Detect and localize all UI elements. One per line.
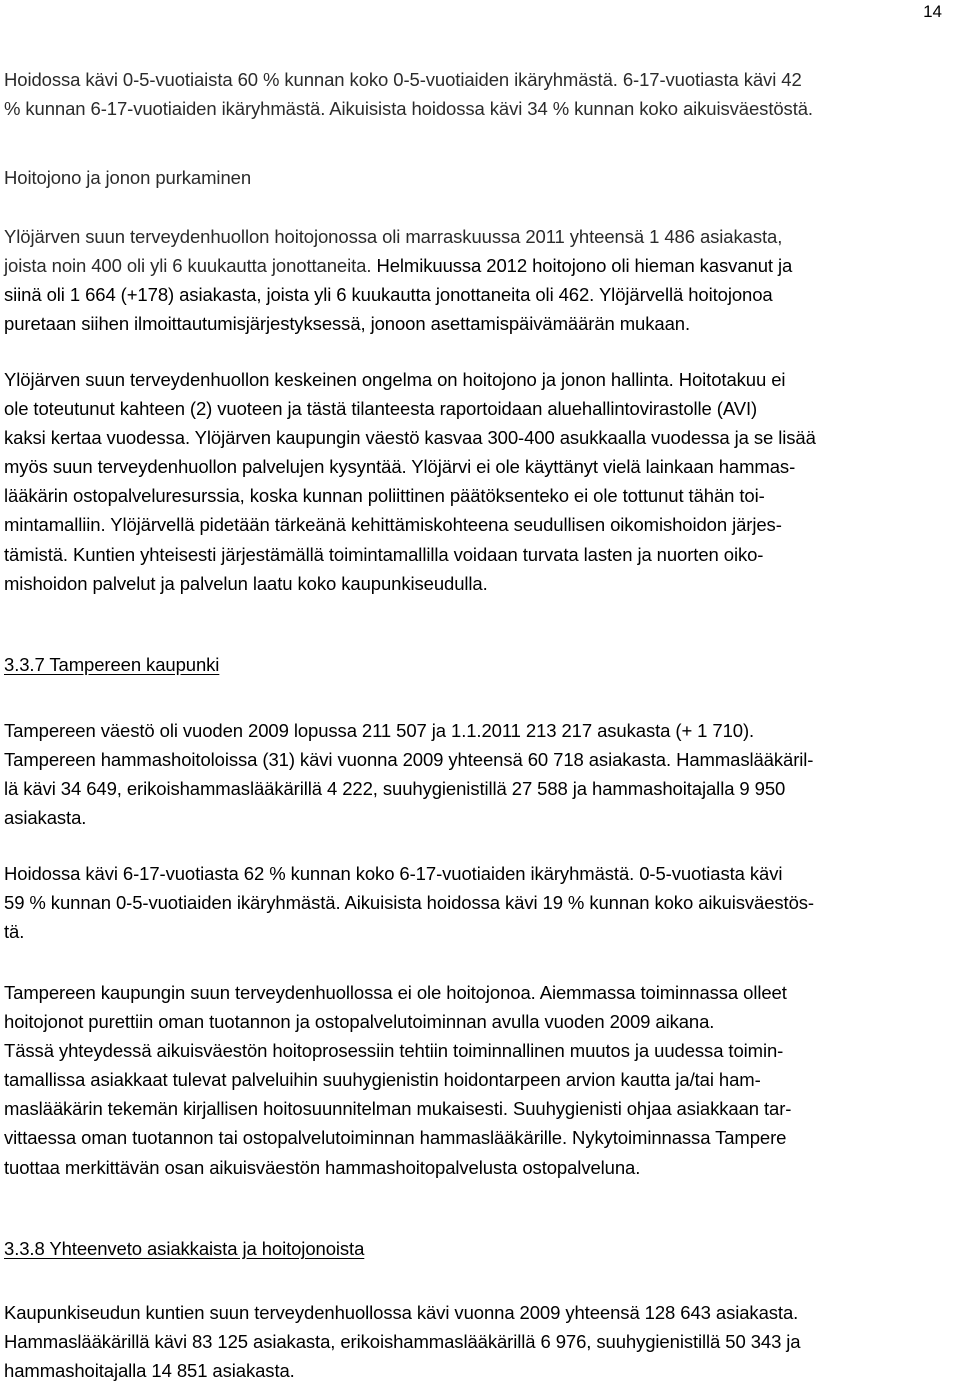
text-line: Ylöjärven suun terveydenhuollon hoitojonossa oli marraskuussa 2011 yhteensä 1 486 asiakasta, [4,226,783,247]
text-line: tä. [4,921,25,943]
text-line: siinä oli 1 664 (+178) asiakasta, joista yli 6 kuukautta jonottaneita oli 462. Ylöjärvellä hoitojonoa [4,284,773,305]
text-line: puretaan siihen ilmoittautumisjärjestyksessä, jonoon asettamispäivämäärän mukaan. [4,313,691,334]
tampere-population-paragraph [4,716,954,832]
text-line: tuottaa merkittävän osan aikuisväestön hammashoitopalvelusta ostopalveluna. [4,1156,641,1178]
summary-section-heading: 3.3.8 Yhteenveto asiakkaista ja hoitojonoista [4,1238,365,1259]
text-line: 59 % kunnan 0-5-vuotiaiden ikäryhmästä. Aikuisista hoidossa kävi 19 % kunnan koko aikuisväestös- [4,892,814,914]
tampere-section-heading: 3.3.7 Tampereen kaupunki [4,654,220,675]
text-line: tamallissa asiakkaat tulevat palveluihin suuhygienistin hoidontarpeen arvion kautta ja/tai ham- [4,1069,761,1091]
tampere-queue-paragraph [4,978,954,1182]
queue-paragraph [4,222,954,338]
queue-heading: Hoitojono ja jonon purkaminen [4,167,252,188]
text-line: myös suun terveydenhuollon palvelujen kysyntää. Ylöjärvi ei ole käyttänyt vielä lainkaan hammas- [4,456,796,478]
text-line: Tampereen hammashoitoloissa (31) kävi vuonna 2009 yhteensä 60 718 asiakasta. Hammaslääkäril- [4,749,814,771]
text-line: maslääkärin tekemän kirjallisen hoitosuunnitelman mukaisesti. Suuhygienisti ohjaa asiakkaan tar- [4,1098,792,1120]
text-line: Hammaslääkärillä kävi 83 125 asiakasta, erikoishammaslääkärillä 6 976, suuhygienistillä 50 343 ja [4,1331,801,1353]
text-line: ole toteutunut kahteen (2) vuoteen ja tästä tilanteesta raportoidaan aluehallintovirastolle (AVI) [4,398,758,420]
text-line: tämistä. Kuntien yhteisesti järjestämällä toimintamallilla voidaan turvata lasten ja nuorten oiko- [4,543,764,565]
text-line: joista noin 400 oli yli 6 kuukautta jonottaneita. Helmikuussa 2012 hoitojono oli hieman kasvanut ja [4,255,793,276]
text-line: vittaessa oman tuotannon tai ostopalvelutoiminnan hammaslääkärille. Nykytoiminnassa Tampere [4,1127,787,1149]
text-line: Kaupunkiseudun kuntien suun terveydenhuollossa kävi vuonna 2009 yhteensä 128 643 asiakasta. [4,1302,799,1323]
text-line: mishoidon palvelut ja palvelun laatu koko kaupunkiseudulla. [4,572,488,594]
text-line: asiakasta. [4,807,87,829]
text-line: mintamalliin. Ylöjärvellä pidetään tärkeänä kehittämiskohteena seudullisen oikomishoidon järjes- [4,514,782,536]
tampere-age-groups-paragraph [4,859,954,946]
text-line: Hoidossa kävi 6-17-vuotiasta 62 % kunnan koko 6-17-vuotiaiden ikäryhmästä. 0-5-vuotiasta kävi [4,863,783,884]
text-line: lääkärin ostopalveluresurssia, koska kunnan poliittinen päätöksenteko ei ole tottunut tähän toi- [4,485,765,507]
text-line: Tampereen kaupungin suun terveydenhuollossa ei ole hoitojonoa. Aiemmassa toiminnassa olleet [4,982,787,1003]
text-line: Ylöjärven suun terveydenhuollon keskeinen ongelma on hoitojono ja jonon hallinta. Hoitotakuu ei [4,369,786,390]
text-line: kaksi kertaa vuodessa. Ylöjärven kaupungin väestö kasvaa 300-400 asukkaalla vuodessa ja se lisää [4,427,816,449]
text-line: Tässä yhteydessä aikuisväestön hoitoprosessiin tehtiin toiminnallinen muutos ja uudessa toimin- [4,1040,784,1062]
text-line: Tampereen väestö oli vuoden 2009 lopussa 211 507 ja 1.1.2011 213 217 asukasta (+ 1 710). [4,720,755,741]
text-line: Hoidossa kävi 0-5-vuotiaista 60 % kunnan koko 0-5-vuotiaiden ikäryhmästä. 6-17-vuotiasta kävi 42 [4,69,802,90]
summary-paragraph [4,1298,954,1385]
text-line: hoitojonot purettiin oman tuotannon ja ostopalvelutoiminnan avulla vuoden 2009 aikana. [4,1011,715,1033]
text-line: hammashoitajalla 14 851 asiakasta. [4,1360,295,1382]
intro-paragraph [4,65,954,123]
queue-problem-paragraph [4,365,954,598]
text-line: lä kävi 34 649, erikoishammaslääkärillä 4 222, suuhygienistillä 27 588 ja hammashoitajalla 9 950 [4,778,786,800]
page-number: 14 [923,2,942,21]
text-line: % kunnan 6-17-vuotiaiden ikäryhmästä. Aikuisista hoidossa kävi 34 % kunnan koko aikuisväestöstä. [4,98,813,119]
